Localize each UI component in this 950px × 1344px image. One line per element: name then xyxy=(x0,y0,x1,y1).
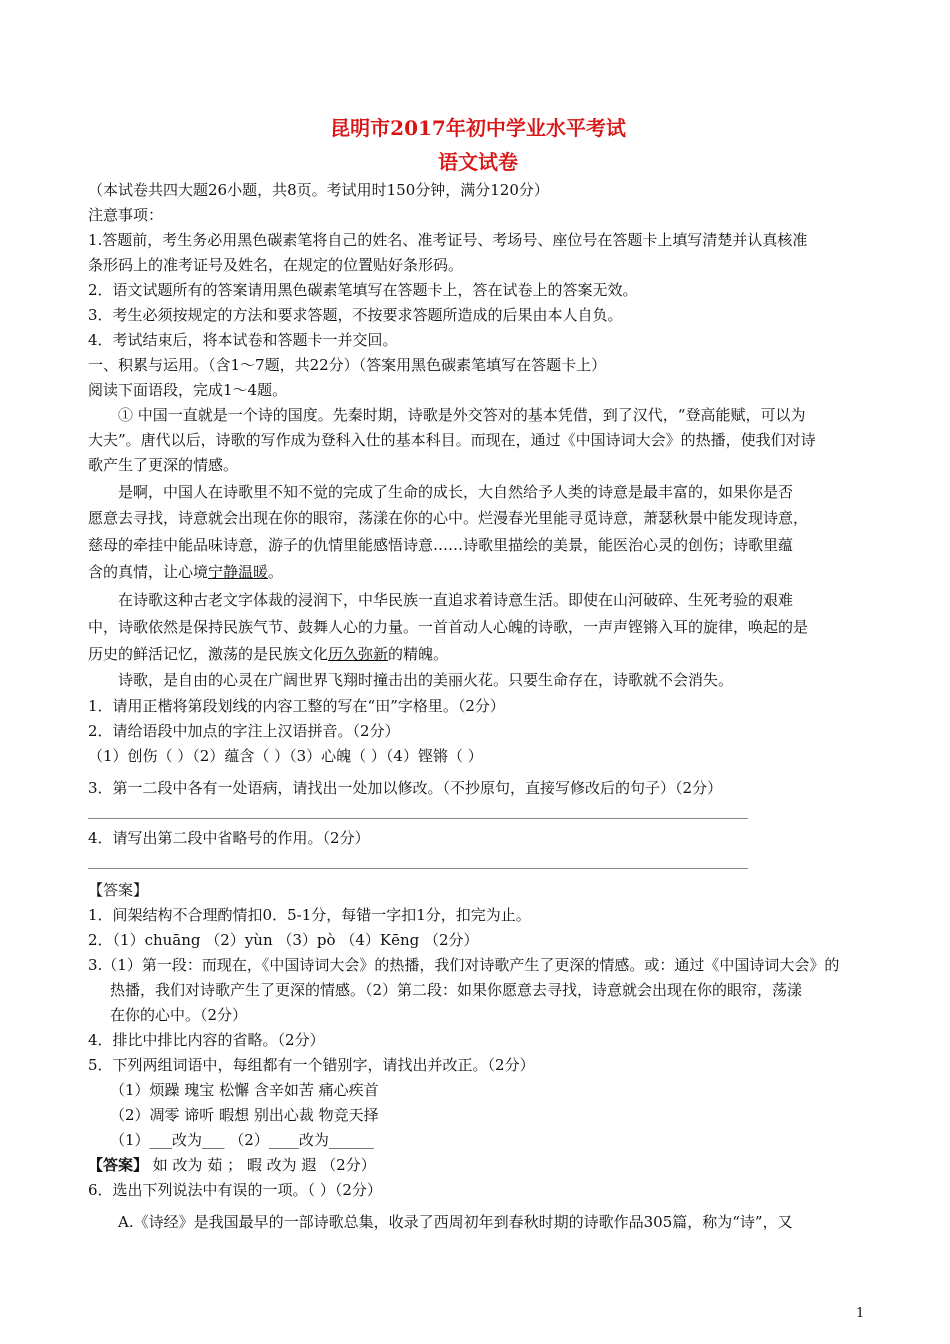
notice-1: 1.答题前，考生务必用黑色碳素笔将自己的姓名、准考证号、考场号、座位号在答题卡上填写清楚并认真核准 xyxy=(88,231,808,249)
underlined-phrase: 宁静温暖 xyxy=(208,563,269,581)
passage-p2-line4 xyxy=(88,562,868,582)
passage-p4-line1: 诗歌，是自由的心灵在广阔世界飞翔时撞击出的美丽火花。只要生命存在，诗歌就不会消失。 xyxy=(118,671,734,689)
passage-p3-line3 xyxy=(88,644,868,664)
notice-1-cont: 条形码上的准考证号及姓名，在规定的位置贴好条形码。 xyxy=(88,256,464,274)
exam-subtitle: 语文试卷 xyxy=(438,150,518,174)
passage-p2-line3: 慈母的牵挂中能品味诗意，游子的仇情里能感悟诗意……诗歌里描绘的美景，能医治心灵的创伤；诗歌里蕴 xyxy=(88,536,794,554)
q5-answer-text: 如 改为 茹 ； 暇 改为 遐 （2分） xyxy=(148,1156,376,1174)
answer-4: 4．排比中排比内容的省略。（2分） xyxy=(88,1031,325,1049)
answer-blank-line[interactable] xyxy=(88,818,748,819)
answer-3-line2: 热播，我们对诗歌产生了更深的情感。（2）第二段：如果你愿意去寻找，诗意就会出现在你的眼帘，荡漾 xyxy=(110,981,803,999)
section-heading: 一、积累与运用。（含1〜7题，共22分）（答案用黑色碳素笔填写在答题卡上） xyxy=(88,356,607,374)
answer-label: 【答案】 xyxy=(88,881,149,899)
question-1: 1．请用正楷将第段划线的内容工整的写在“田”字格里。（2分） xyxy=(88,697,505,715)
question-2-items: （1）创伤（ ）（2）蕴含（ ）（3）心魄（ ）（4）铿锵（ ） xyxy=(88,747,483,765)
exam-title: 昆明市2017年初中学业水平考试 xyxy=(330,116,626,140)
passage-p3-line1: 在诗歌这种古老文字体裁的浸润下，中华民族一直追求着诗意生活。即使在山河破碎、生死考验的艰难 xyxy=(118,591,794,609)
question-5: 5．下列两组词语中，每组都有一个错别字，请找出并改正。（2分） xyxy=(88,1056,535,1074)
exam-summary: （本试卷共四大题26小题，共8页。考试用时150分钟，满分120分） xyxy=(88,181,549,199)
p3-line3-text: 历史的鲜活记忆，激荡的是民族文化 xyxy=(88,645,329,663)
q5-fill-blanks: （1）___改为___ （2）____改为______ xyxy=(110,1131,374,1149)
passage-p1-line2: 大夫”。唐代以后，诗歌的写作成为登科入仕的基本科目。而现在，通过《中国诗词大会》的热播，使我们对诗 xyxy=(88,431,816,449)
answer-3-line3: 在你的心中。（2分） xyxy=(110,1006,248,1024)
notice-2: 2．语文试题所有的答案请用黑色碳素笔填写在答题卡上，答在试卷上的答案无效。 xyxy=(88,281,638,299)
reading-instruction: 阅读下面语段，完成1〜4题。 xyxy=(88,381,288,399)
underlined-idiom: 历久弥新 xyxy=(328,645,389,663)
passage-p1-line3: 歌产生了更深的情感。 xyxy=(88,456,239,474)
q5-group-2: （2）凋零 谛听 暇想 别出心裁 物竞天择 xyxy=(110,1106,379,1124)
p2-line4-end: 。 xyxy=(268,563,284,581)
notice-title: 注意事项： xyxy=(88,206,164,224)
notice-4: 4．考试结束后，将本试卷和答题卡一并交回。 xyxy=(88,331,398,349)
passage-p3-line2: 中，诗歌依然是保持民族气节、鼓舞人心的力量。一首首动人心魄的诗歌，一声声铿锵入耳的旋律，唤起的是 xyxy=(88,618,809,636)
passage-p2-line2: 愿意去寻找，诗意就会出现在你的眼帘，荡漾在你的心中。烂漫春光里能寻觅诗意，萧瑟秋景中能发现诗意， xyxy=(88,509,809,527)
answer-blank-line[interactable] xyxy=(88,868,748,869)
passage-p2-line1: 是啊，中国人在诗歌里不知不觉的完成了生命的成长，大自然给予人类的诗意是最丰富的，如果你是否 xyxy=(118,483,794,501)
question-4: 4．请写出第二段中省略号的作用。（2分） xyxy=(88,829,370,847)
p3-line3-end: 的精魄。 xyxy=(388,645,449,663)
p2-line4-text: 含的真情，让心境 xyxy=(88,563,209,581)
question-2: 2．请给语段中加点的字注上汉语拼音。（2分） xyxy=(88,722,400,740)
question-3: 3．第一二段中各有一处语病，请找出一处加以修改。（不抄原句，直接写修改后的句子）（2分） xyxy=(88,779,723,797)
answer-3-line1: 3.（1）第一段：而现在，《中国诗词大会》的热播，我们对诗歌产生了更深的情感。或：通过《中国诗词大会》的 xyxy=(88,956,840,974)
page-number: 1 xyxy=(856,1306,865,1321)
answer-2: 2．（1）chuāng （2）yùn （3）pò （4）Kēng （2分） xyxy=(88,931,479,949)
question-6: 6．选出下列说法中有误的一项。（ ）（2分） xyxy=(88,1181,382,1199)
q5-answer-label: 【答案】 xyxy=(88,1156,149,1174)
q5-answer xyxy=(88,1155,868,1175)
passage-p1-line1: ① 中国一直就是一个诗的国度。先秦时期，诗歌是外交答对的基本凭借，到了汉代，“登高能赋，可以为 xyxy=(118,406,806,424)
notice-3: 3．考生必须按规定的方法和要求答题，不按要求答题所造成的后果由本人自负。 xyxy=(88,306,623,324)
q5-group-1: （1）烦躁 瑰宝 松懈 含辛如苦 痛心疾首 xyxy=(110,1081,379,1099)
q6-option-a: A.《诗经》是我国最早的一部诗歌总集，收录了西周初年到春秋时期的诗歌作品305篇，称为“诗”，又 xyxy=(118,1213,793,1231)
answer-1: 1．间架结构不合理酌情扣0．5-1分，每错一字扣1分，扣完为止。 xyxy=(88,906,531,924)
